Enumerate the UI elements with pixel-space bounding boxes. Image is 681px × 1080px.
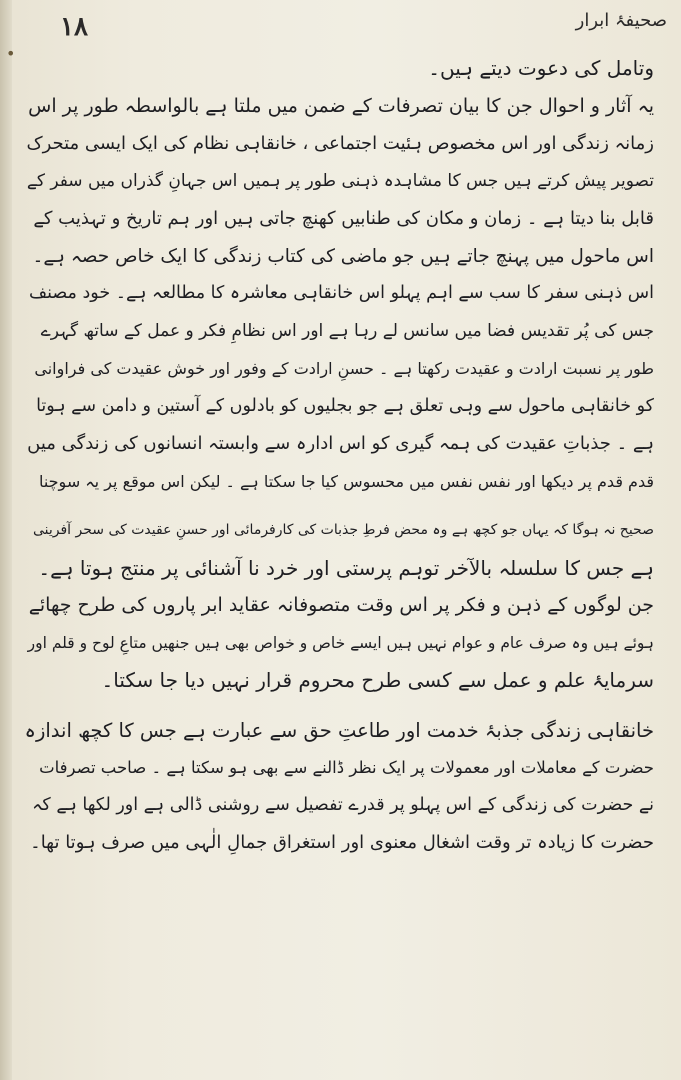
text-line: حضرت کا زیادہ تر وقت اشغال معنوی اور استغراق جمالِ الٰہی میں صرف ہوتا تھا۔: [30, 832, 654, 853]
text-line: زمانہ زندگی اور اس مخصوص ہئیت اجتماعی ، خانقاہی نظام کی ایک ایسی متحرک: [26, 133, 654, 154]
margin-mark: •: [6, 44, 16, 63]
text-line: یہ آثار و احوال جن کا بیان تصرفات کے ضمن میں ملتا ہے بالواسطہ طور پر اس: [28, 94, 654, 117]
text-line: طور پر نسبت ارادت و عقیدت رکھتا ہے ۔ حسنِ ارادت کے وفور اور خوش عقیدت کی فراوانی: [34, 359, 654, 378]
text-line: جس کی پُر تقدیس فضا میں سانس لے رہا ہے اور اس نظامِ فکر و عمل کے ساتھ گہرے: [40, 320, 654, 341]
text-line: ہے ۔ جذباتِ عقیدت کی ہمہ گیری کو اس ادارہ سے وابستہ انسانوں کی زندگی میں: [27, 433, 654, 454]
text-line: وتامل کی دعوت دیتے ہیں۔: [428, 56, 654, 80]
page-binding-edge: [0, 0, 12, 1080]
text-line: تصویر پیش کرتے ہیں جس کا مشاہدہ ذہنی طور پر ہمیں اس جہانِ گذراں میں سفر کے: [26, 170, 654, 191]
text-line: حضرت کے معاملات اور معمولات پر ایک نظر ڈالنے سے بھی ہو سکتا ہے ۔ صاحب تصرفات: [39, 758, 654, 777]
page-number: ۱۸: [60, 12, 88, 42]
text-line: جن لوگوں کے ذہن و فکر پر اس وقت متصوفانہ عقاید ابر پاروں کی طرح چھائے: [28, 594, 654, 616]
text-line: سرمایۂ علم و عمل سے کسی طرح محروم قرار نہیں دیا جا سکتا۔: [101, 668, 654, 692]
text-line: قابل بنا دیتا ہے ۔ زمان و مکان کی طنابیں کھنچ جاتی ہیں اور ہم تاریخ و تہذیب کے: [33, 208, 654, 229]
text-line: صحیح نہ ہوگا کہ یہاں جو کچھ ہے وہ محض فرطِ جذبات کی کارفرمائی اور حسنِ عقیدت کی سحر آفرینی: [32, 522, 654, 538]
text-line: ہوئے ہیں وہ صرف عام و عوام نہیں ہیں ایسے خاص و خواص بھی ہیں جنھیں متاعِ لوح و قلم اور: [27, 633, 654, 652]
text-line: خانقاہی زندگی جذبۂ خدمت اور طاعتِ حق سے عبارت ہے جس کا کچھ اندازہ: [24, 718, 654, 742]
running-head-title: صحیفۂ ابرار: [575, 10, 667, 31]
body-text: [24, 50, 654, 862]
text-line: نے حضرت کی زندگی کے اس پہلو پر قدرے تفصیل سے روشنی ڈالی ہے اور لکھا ہے کہ: [32, 794, 654, 815]
text-line: ہے جس کا سلسلہ بالآخر توہم پرستی اور خرد نا آشنائی پر منتج ہوتا ہے۔: [38, 555, 654, 580]
text-line: اس ذہنی سفر کا سب سے اہم پہلو اس خانقاہی معاشرہ کا مطالعہ ہے۔ خود مصنف: [28, 283, 654, 303]
text-line: اس ماحول میں پہنچ جاتے ہیں جو ماضی کی کتاب زندگی کا ایک خاص حصہ ہے۔: [32, 245, 654, 267]
text-line: کو خانقاہی ماحول سے وہی تعلق ہے جو بجلیوں کو بادلوں کے آستین و دامن سے ہوتا: [36, 395, 654, 416]
text-line: قدم قدم پر دیکھا اور نفس نفس میں محسوس کیا جا سکتا ہے ۔ لیکن اس موقع پر یہ سوچنا: [38, 471, 654, 491]
